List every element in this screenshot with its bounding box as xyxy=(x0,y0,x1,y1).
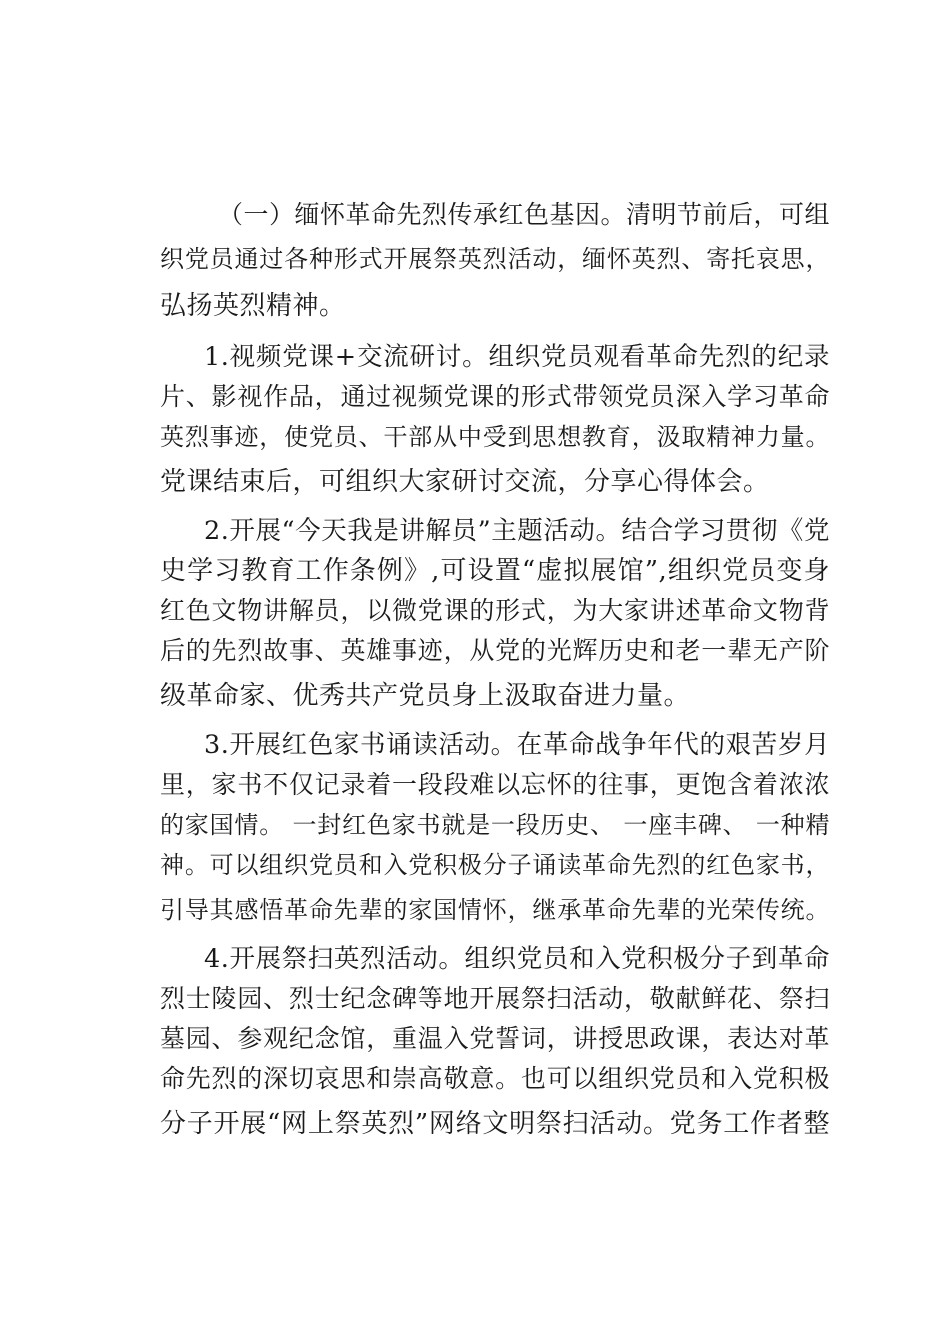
paragraph-line: 片、影视作品，通过视频党课的形式带领党员深入学习革命 xyxy=(160,382,830,411)
paragraph-line: 3.开展红色家书诵读活动。在革命战争年代的艰苦岁月 xyxy=(204,730,830,760)
paragraph-line: 4.开展祭扫英烈活动。组织党员和入党积极分子到革命 xyxy=(204,944,830,974)
paragraph-line: 分子开展“网上祭英烈”网络文明祭扫活动。党务工作者整 xyxy=(160,1109,830,1139)
paragraph-line: 墓园、参观纪念馆，重温入党誓词，讲授思政课，表达对革 xyxy=(160,1024,830,1053)
paragraph-line: 里，家书不仅记录着一段段难以忘怀的往事，更饱含着浓浓 xyxy=(160,770,830,799)
paragraph-line: 命先烈的深切哀思和崇高敬意。也可以组织党员和入党积极 xyxy=(160,1064,830,1093)
paragraph-line: 神。可以组织党员和入党积极分子诵读革命先烈的红色家书， xyxy=(160,851,830,879)
paragraph-line: 史学习教育工作条例》,可设置“虚拟展馆”,组织党员变身 xyxy=(160,556,830,586)
paragraph-line: （一）缅怀革命先烈传承红色基因。清明节前后，可组 xyxy=(218,200,831,229)
paragraph-line: 英烈事迹，使党员、干部从中受到思想教育，汲取精神力量。 xyxy=(160,423,830,451)
paragraph-line: 1.视频党课+交流研讨。组织党员观看革命先烈的纪录 xyxy=(204,342,830,372)
paragraph-line: 弘扬英烈精神。 xyxy=(160,291,346,321)
paragraph-line: 的家国情。 一封红色家书就是一段历史、 一座丰碑、 一种精 xyxy=(160,811,830,839)
paragraph-line: 级革命家、优秀共产党员身上汲取奋进力量。 xyxy=(160,681,691,711)
paragraph-line: 烈士陵园、烈士纪念碑等地开展祭扫活动，敬献鲜花、祭扫 xyxy=(160,984,830,1013)
paragraph-line: 2.开展“今天我是讲解员”主题活动。结合学习贯彻《党 xyxy=(204,516,830,546)
paragraph-line: 后的先烈故事、英雄事迹，从党的光辉历史和老一辈无产阶 xyxy=(160,636,830,665)
paragraph-line: 党课结束后，可组织大家研讨交流，分享心得体会。 xyxy=(160,467,770,497)
paragraph-line: 织党员通过各种形式开展祭英烈活动，缅怀英烈、寄托哀思， xyxy=(160,245,830,273)
paragraph-line: 引导其感悟革命先辈的家国情怀，继承革命先辈的光荣传统。 xyxy=(160,896,830,924)
paragraph-line: 红色文物讲解员，以微党课的形式，为大家讲述革命文物背 xyxy=(160,596,830,625)
